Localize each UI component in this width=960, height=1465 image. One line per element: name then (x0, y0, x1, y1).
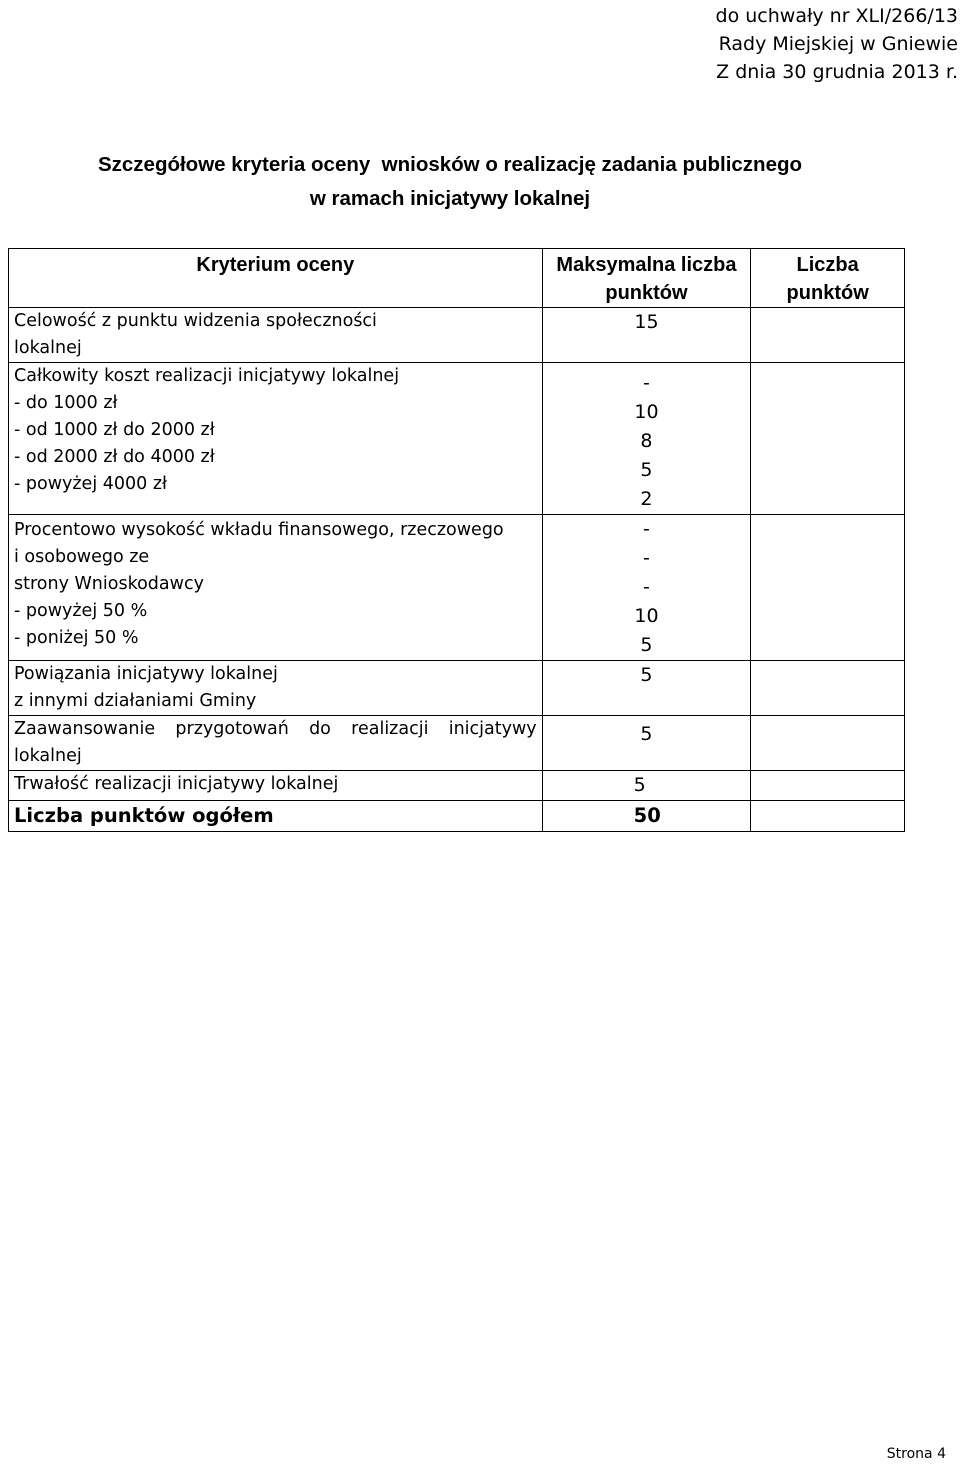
total-max-points: 50 (542, 801, 751, 832)
criterion-cell: Procentowo wysokość wkładu finansowego, rzeczowego i osobowego ze strony Wnioskodawcy - powyżej 50 % - poniżej 50 % (9, 515, 543, 661)
table-row (9, 308, 905, 363)
total-row (9, 801, 905, 832)
criterion-cell: Powiązania inicjatywy lokalnej z innymi działaniami Gminy (9, 661, 543, 716)
points-cell[interactable] (751, 771, 905, 801)
criterion-cell: Trwałość realizacji inicjatywy lokalnej (9, 771, 543, 801)
document-title (0, 148, 900, 216)
criterion-cell: Zaawansowanie przygotowań do realizacji inicjatywy lokalnej (9, 716, 543, 771)
page-number: Strona 4 (886, 1446, 946, 1462)
max-points-cell: 5 (542, 661, 751, 716)
table-header-row (9, 249, 905, 308)
max-points-cell: 15 (542, 308, 751, 363)
column-header-max-points: Maksymalna liczba punktów (542, 249, 751, 308)
points-cell[interactable] (751, 308, 905, 363)
max-points-cell: - - - 10 5 (542, 515, 751, 661)
council-name: Rady Miejskiej w Gniewie (718, 33, 958, 55)
total-label: Liczba punktów ogółem (9, 801, 543, 832)
table-row (9, 661, 905, 716)
resolution-reference (598, 2, 958, 86)
points-cell[interactable] (751, 716, 905, 771)
points-cell[interactable] (751, 661, 905, 716)
table-row (9, 716, 905, 771)
max-points-cell: 5 (542, 716, 751, 771)
criterion-cell: Całkowity koszt realizacji inicjatywy lokalnej - do 1000 zł - od 1000 zł do 2000 zł - od 2000 zł do 4000 zł - powyżej 4000 zł (9, 363, 543, 515)
column-header-points: Liczba punktów (751, 249, 905, 308)
criterion-cell: Celowość z punktu widzenia społeczności lokalnej (9, 308, 543, 363)
table-row (9, 771, 905, 801)
table-row (9, 515, 905, 661)
points-cell[interactable] (751, 515, 905, 661)
title-line-1: Szczegółowe kryteria oceny wniosków o realizację zadania publicznego (97, 153, 803, 176)
max-points-cell: - 10 8 5 2 (542, 363, 751, 515)
table-row (9, 363, 905, 515)
resolution-date: Z dnia 30 grudnia 2013 r. (716, 61, 958, 83)
resolution-number: do uchwały nr XLI/266/13 (715, 5, 958, 27)
column-header-criterion: Kryterium oceny (9, 249, 543, 308)
total-points-cell[interactable] (751, 801, 905, 832)
criteria-table (8, 248, 905, 832)
max-points-cell: 5 (542, 771, 751, 801)
title-line-2: w ramach inicjatywy lokalnej (309, 187, 591, 210)
points-cell[interactable] (751, 363, 905, 515)
